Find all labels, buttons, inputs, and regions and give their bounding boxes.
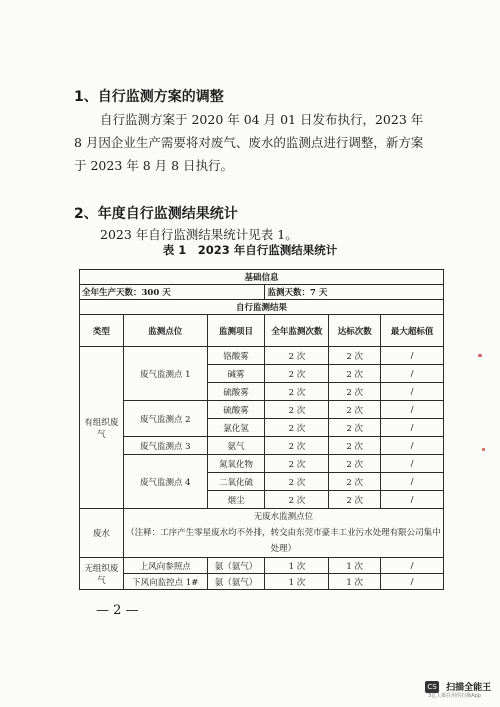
max-cell: /: [381, 473, 444, 491]
times-cell: 2 次: [265, 383, 329, 401]
table-header-row: [80, 315, 444, 347]
section-1-paragraph: 自行监测方案于 2020 年 04 月 01 日发布执行，2023 年 8 月因企业生产需要将对废气、废水的监测点进行调整，新方案于 2023 年 8 月 8 日执行。: [74, 112, 424, 173]
column-header: 达标次数: [329, 315, 381, 347]
point-cell: 废气监测点 3: [123, 437, 207, 455]
times-cell: 2 次: [265, 401, 329, 419]
column-header: 监测项目: [207, 315, 265, 347]
item-cell: 烟尘: [207, 491, 265, 509]
times-cell: 2 次: [265, 419, 329, 437]
column-header: 类型: [80, 315, 124, 347]
max-cell: /: [381, 558, 444, 574]
times-cell: 2 次: [265, 437, 329, 455]
item-cell: 二氧化硫: [207, 473, 265, 491]
item-cell: 氮氧化物: [207, 455, 265, 473]
max-cell: /: [381, 419, 444, 437]
point-cell: 废气监测点 4: [123, 455, 207, 509]
pass-cell: 2 次: [329, 491, 381, 509]
item-cell: 氨气: [207, 437, 265, 455]
max-cell: /: [381, 491, 444, 509]
pass-cell: 2 次: [329, 383, 381, 401]
item-cell: 硫酸雾: [207, 401, 265, 419]
type-cell: 有组织废气: [80, 347, 124, 509]
wastewater-line-2: （注释：工序产生零星废水均不外排，转交由东莞市豪丰工业污水处理有限公司集中处理）: [126, 528, 441, 554]
wastewater-note-cell: [123, 509, 443, 558]
table-row: [80, 401, 444, 419]
pass-cell: 2 次: [329, 347, 381, 365]
section-2-intro: 2023 年自行监测结果统计见表 1。: [100, 227, 298, 242]
max-cell: /: [381, 437, 444, 455]
type-cell: 无组织废气: [80, 558, 124, 590]
times-cell: 2 次: [265, 347, 329, 365]
column-header: 监测点位: [123, 315, 207, 347]
times-cell: 2 次: [265, 491, 329, 509]
pass-cell: 1 次: [329, 574, 381, 590]
pass-cell: 1 次: [329, 558, 381, 574]
point-cell: 下风向监控点 1#: [123, 574, 207, 590]
item-cell: 碱雾: [207, 365, 265, 383]
times-cell: 2 次: [265, 365, 329, 383]
table-caption: 表 1 2023 年自行监测结果统计: [162, 243, 338, 257]
basic-info-header: 基础信息: [80, 270, 444, 285]
monitoring-days: 监测天数：7 天: [265, 285, 444, 300]
pass-cell: 2 次: [329, 455, 381, 473]
pass-cell: 2 次: [329, 419, 381, 437]
times-cell: 2 次: [265, 455, 329, 473]
max-cell: /: [381, 574, 444, 590]
column-header: 最大超标值: [381, 315, 444, 347]
max-cell: /: [381, 347, 444, 365]
table-row: [80, 574, 444, 590]
pass-cell: 2 次: [329, 365, 381, 383]
pass-cell: 2 次: [329, 473, 381, 491]
point-cell: 废气监测点 2: [123, 401, 207, 437]
table-row: [80, 437, 444, 455]
max-cell: /: [381, 383, 444, 401]
production-days: 全年生产天数：300 天: [80, 285, 265, 300]
times-cell: 1 次: [265, 574, 329, 590]
times-cell: 2 次: [265, 473, 329, 491]
pass-cell: 2 次: [329, 437, 381, 455]
item-cell: 铬酸雾: [207, 347, 265, 365]
times-cell: 1 次: [265, 558, 329, 574]
table-row: [80, 509, 444, 558]
column-header: 全年监测次数: [265, 315, 329, 347]
scanner-logo-icon: CS: [425, 681, 439, 693]
max-cell: /: [381, 365, 444, 383]
table-row: [80, 285, 444, 300]
point-cell: 上风向参照点: [123, 558, 207, 574]
table-row: [80, 270, 444, 285]
watermark-title: 扫描全能王: [446, 683, 492, 693]
item-cell: 氨（氨气）: [207, 574, 265, 590]
max-cell: /: [381, 455, 444, 473]
page-number: — 2 —: [96, 603, 139, 618]
table-row: [80, 347, 444, 365]
type-cell: 废水: [80, 509, 124, 558]
stamp-mark: [478, 354, 482, 357]
section-1-heading: 1、自行监测方案的调整: [74, 89, 224, 105]
wastewater-line-1: 无废水监测点位: [253, 512, 314, 522]
section-2-heading: 2、年度自行监测结果统计: [74, 206, 238, 222]
table-row: [80, 300, 444, 315]
point-cell: 废气监测点 1: [123, 347, 207, 401]
max-cell: /: [381, 401, 444, 419]
table-row: [80, 455, 444, 473]
item-cell: 氨（氨气）: [207, 558, 265, 574]
stamp-mark: [482, 448, 485, 451]
table-row: [80, 558, 444, 574]
item-cell: 硫酸雾: [207, 383, 265, 401]
watermark-subtitle: 3亿人都在用的扫描App: [428, 693, 481, 699]
monitoring-results-table: [79, 269, 444, 590]
pass-cell: 2 次: [329, 401, 381, 419]
results-header: 自行监测结果: [80, 300, 444, 315]
item-cell: 氯化氢: [207, 419, 265, 437]
